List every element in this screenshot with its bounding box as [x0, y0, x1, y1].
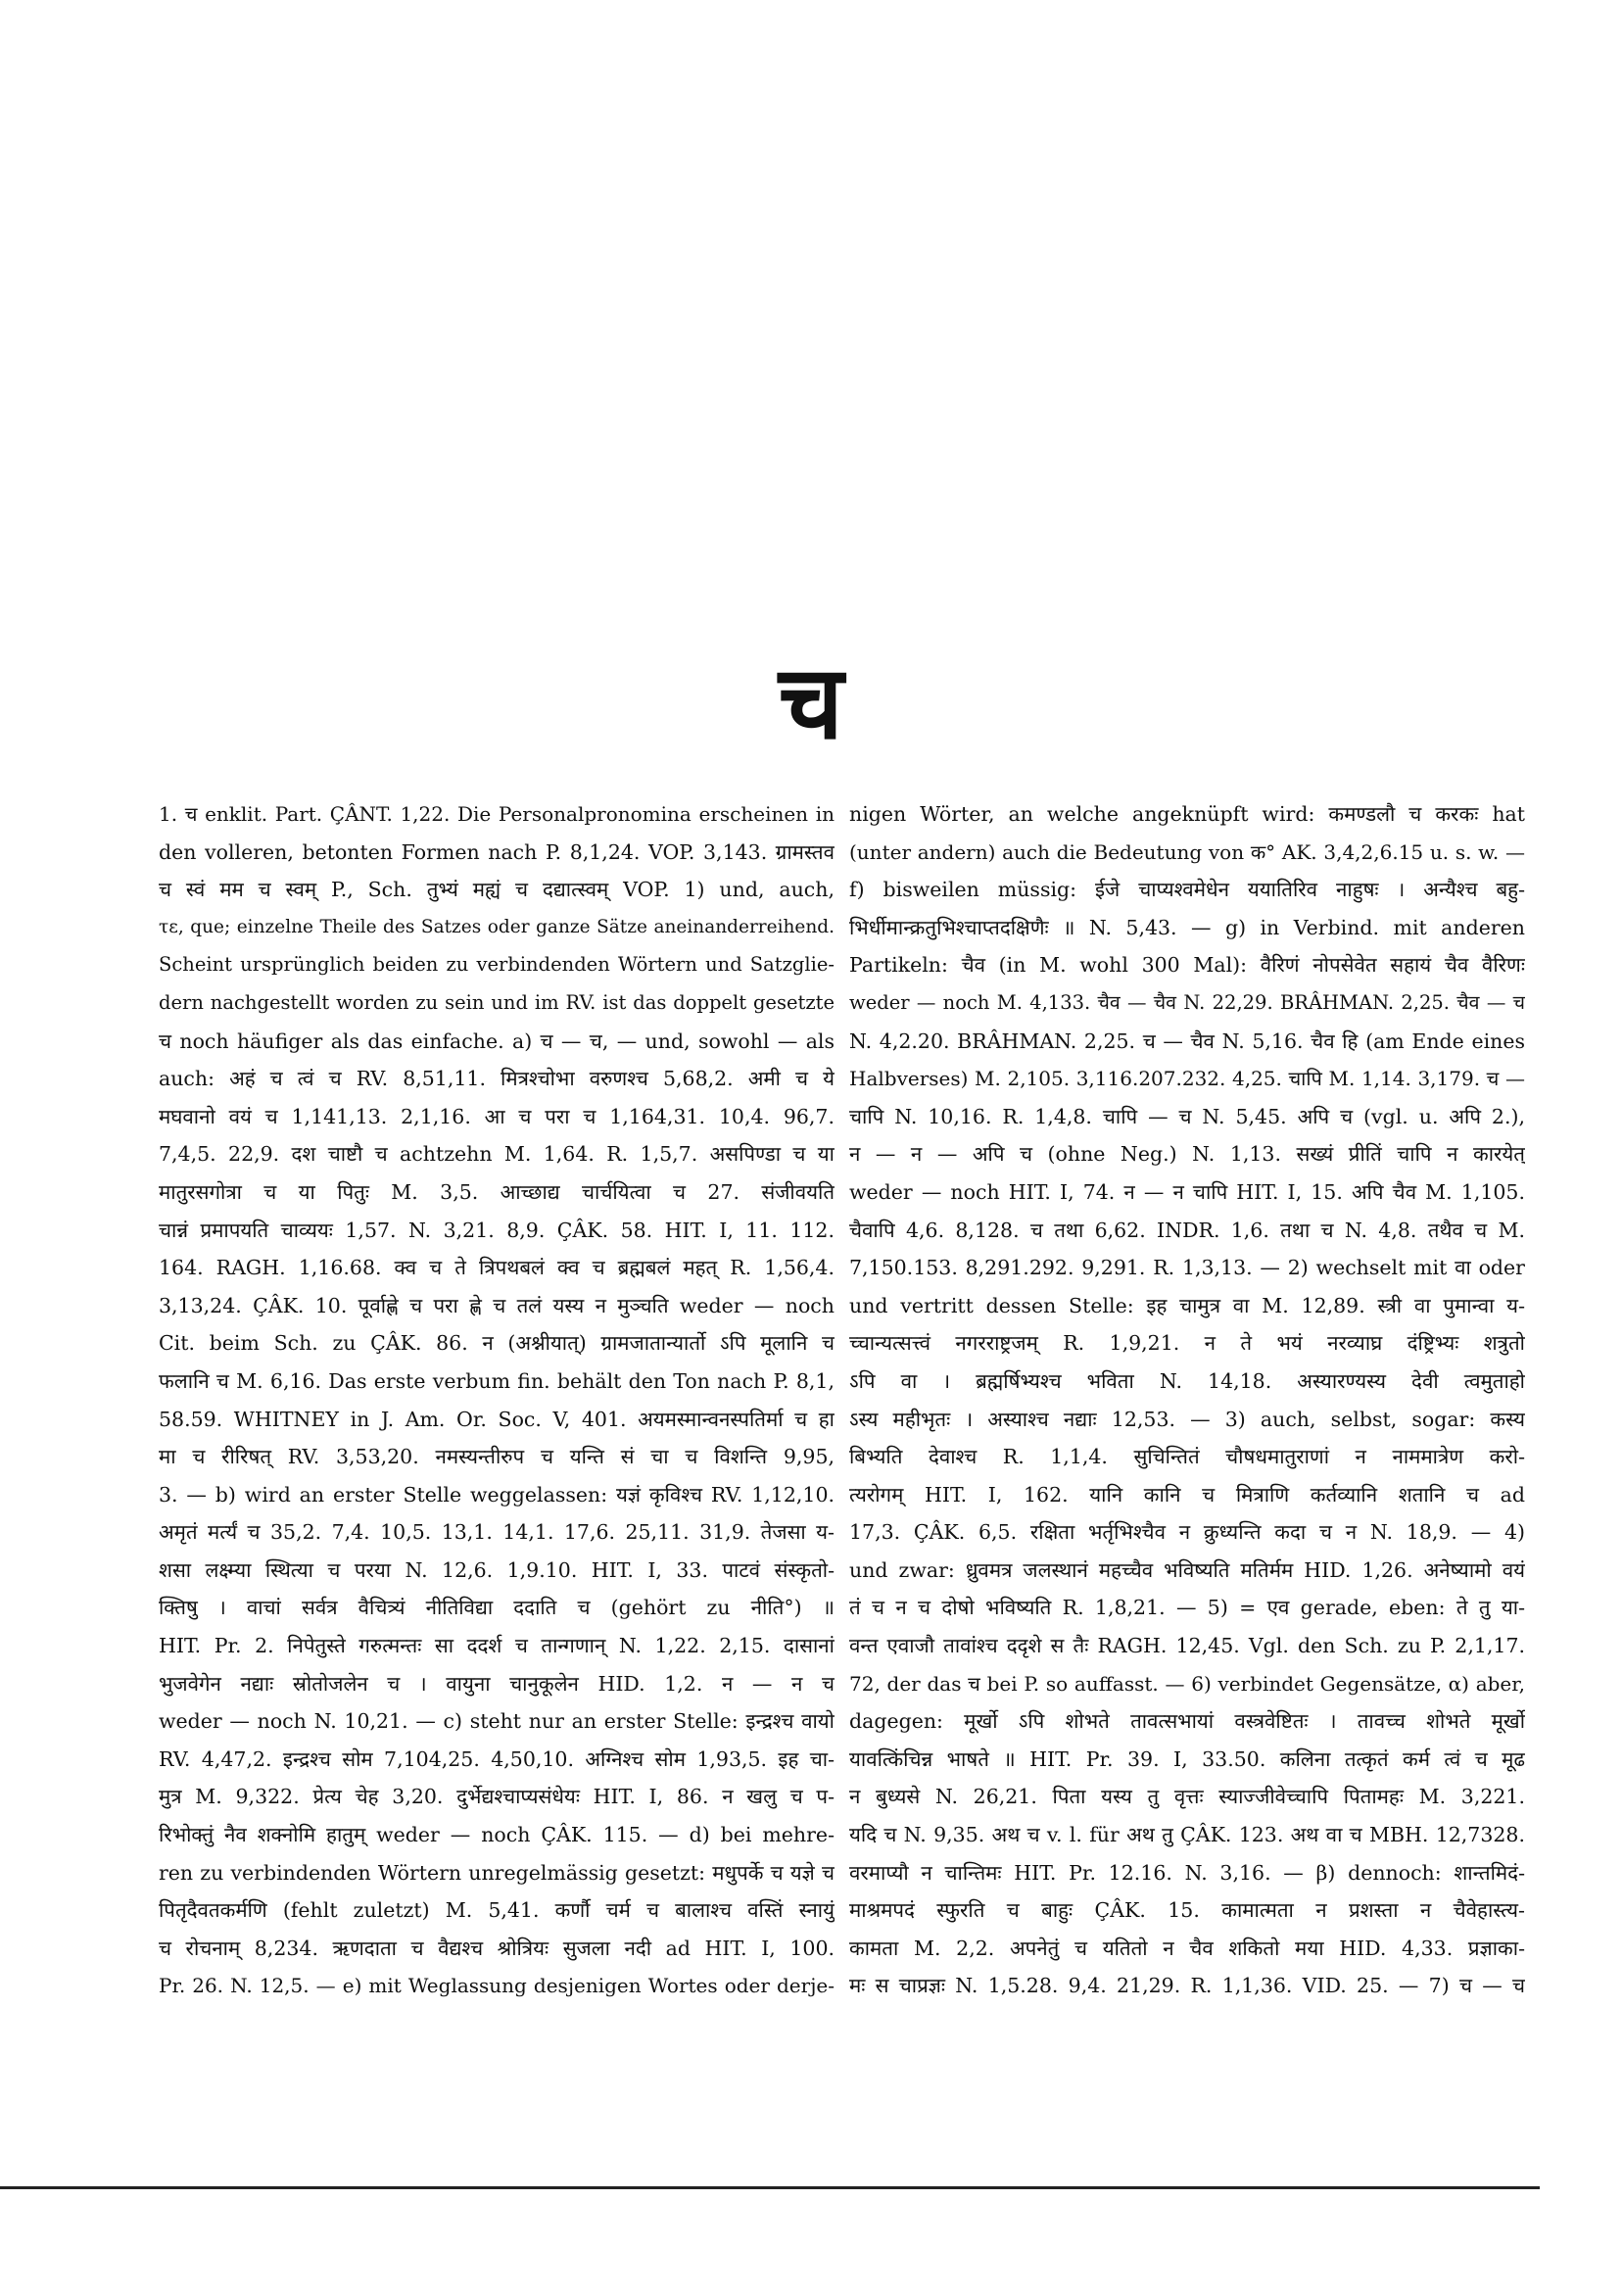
text-line: RV. 4,47,2. इन्द्रश्च सोम 7,104,25. 4,50,10. अग्निश्च सोम 1,93,5. इह चा- [159, 1746, 835, 1771]
text-line: und vertritt dessen Stelle: इह चामुत्र वा M. 12,89. स्त्री वा पुमान्वा य- [849, 1293, 1525, 1317]
text-line: Partikeln: चैव (in M. wohl 300 Mal): वैरिणं नोपसेवेत सहायं चैव वैरिणः [849, 953, 1525, 978]
text-line: च स्वं मम च स्वम् P., Sch. तुभ्यं मह्यं च दद्यात्स्वम् VOP. 1) und, auch, [159, 878, 835, 902]
text-line: f) bisweilen müssig: ईजे चाप्यश्वमेधेन ययातिरिव नाहुषः । अन्यैश्च बहु- [849, 878, 1525, 902]
text-line: Halbverses) M. 2,105. 3,116.207.232. 4,25. चापि M. 1,14. 3,179. च — [849, 1067, 1525, 1091]
text-line: Scheint ursprünglich beiden zu verbindenden Wörtern und Satzglie- [159, 953, 835, 977]
text-line: मातुरसगोत्रा च या पितुः M. 3,5. आच्छाद्य चार्चयित्वा च 27. संजीवयति [159, 1179, 835, 1204]
footer-rule [0, 2186, 1540, 2189]
text-line: मः स चाप्रज्ञः N. 1,5.28. 9,4. 21,29. R. 1,1,36. VID. 25. — 7) च — च [849, 1974, 1525, 1998]
text-line: ऽस्य महीभृतः । अस्याश्च नद्याः 12,53. — 3) auch, selbst, sogar: कस्य [849, 1407, 1525, 1431]
text-line: nigen Wörter, an welche angeknüpft wird: कमण्डलौ च करकः hat [849, 802, 1525, 826]
text-line: 58.59. WHITNEY in J. Am. Or. Soc. V, 401. अयमस्मान्वनस्पतिर्मा च हा [159, 1407, 835, 1431]
text-line: च रोचनाम् 8,234. ऋणदाता च वैद्यश्च श्रोत्रियः सुजला नदी ad HIT. I, 100. [159, 1936, 835, 1960]
text-line: माश्रमपदं स्फुरति च बाहुः ÇÂK. 15. कामात्मता न प्रशस्ता न चैवेहास्त्य- [849, 1898, 1525, 1923]
text-line: τε, que; einzelne Theile des Satzes oder ganze Sätze aneinanderreihend. [159, 916, 835, 937]
text-line: मघवानो वयं च 1,141,13. 2,1,16. आ च परा च 1,164,31. 10,4. 96,7. [159, 1104, 835, 1128]
text-line: चापि N. 10,16. R. 1,4,8. चापि — च N. 5,45. अपि च (vgl. u. अपि 2.), [849, 1104, 1525, 1128]
text-line: 164. RAGH. 1,16.68. क्व च ते त्रिपथबलं क्व च ब्रह्मबलं महत् R. 1,56,4. [159, 1256, 835, 1280]
text-line: तं च न च दोषो भविष्यति R. 1,8,21. — 5) = एव gerade, eben: ते तु या- [849, 1596, 1525, 1620]
text-line: भिर्धीमान्क्रतुभिश्चाप्तदक्षिणैः ॥ N. 5,43. — g) in Verbind. mit anderen [849, 915, 1525, 939]
text-line: चैवापि 4,6. 8,128. च तथा 6,62. INDR. 1,6. तथा च N. 4,8. तथैव च M. [849, 1218, 1525, 1242]
text-line: क्तिषु । वाचां सर्वत्र वैचित्र्यं नीतिविद्या ददाति च (gehört zu नीति°) ॥ [159, 1596, 835, 1620]
text-line: ऽपि वा । ब्रह्मर्षिभ्यश्च भविता N. 14,18. अस्यारण्यस्य देवी त्वमुताहो [849, 1368, 1525, 1393]
text-line: त्यरोगम् HIT. I, 162. यानि कानि च मित्राणि कर्तव्यानि शतानि च ad [849, 1482, 1525, 1507]
text-line: N. 4,2.20. BRÂHMAN. 2,25. च — चैव N. 5,16. चैव हि (am Ende eines [849, 1028, 1525, 1053]
text-line: रिभोक्तुं नैव शक्नोमि हातुम् weder — noch ÇÂK. 115. — d) bei mehre- [159, 1823, 835, 1847]
text-line: HIT. Pr. 2. निपेतुस्ते गरुत्मन्तः सा ददर्श च तान्गणान् N. 1,22. 2,15. दासानां [159, 1634, 835, 1658]
text-line: ren zu verbindenden Wörtern unregelmässig gesetzt: मधुपर्के च यज्ञे च [159, 1860, 835, 1885]
text-line: 7,150.153. 8,291.292. 9,291. R. 1,3,13. — 2) wechselt mit वा oder [849, 1256, 1525, 1280]
text-line: 3,13,24. ÇÂK. 10. पूर्वाह्णे च परा ह्णे च तलं यस्य न मुञ्चति weder — noch [159, 1293, 835, 1317]
text-line: भुजवेगेन नद्याः स्रोतोजलेन च । वायुना चानुकूलेन HID. 1,2. न — न च [159, 1671, 835, 1696]
text-line: den volleren, betonten Formen nach P. 8,1,24. VOP. 3,143. ग्रामस्तव [159, 839, 835, 864]
text-line: पितृदैवतकर्मणि (fehlt zuletzt) M. 5,41. कर्णौ चर्म च बालाश्च वस्तिं स्नायुं [159, 1898, 835, 1923]
text-line: 3. — b) wird an erster Stelle weggelassen: यज्ञं कृविश्च RV. 1,12,10. [159, 1482, 835, 1507]
text-line: weder — noch N. 10,21. — c) steht nur an erster Stelle: इन्द्रश्च वायो [159, 1709, 835, 1734]
text-line: मुत्र M. 9,322. प्रेत्य चेह 3,20. दुर्भेद्यश्चाप्यसंधेयः HIT. I, 86. न खलु च प- [159, 1785, 835, 1809]
text-line: auch: अहं च त्वं च RV. 8,51,11. मित्रश्चोभा वरुणश्च 5,68,2. अमी च ये [159, 1067, 835, 1091]
text-line: 17,3. ÇÂK. 6,5. रक्षिता भर्तृभिश्चैव न क्रुध्यन्ति कदा च न N. 18,9. — 4) [849, 1520, 1525, 1545]
text-line: बिभ्यति देवाश्च R. 1,1,4. सुचिन्तितं चौषधमातुराणां न नाममात्रेण करो- [849, 1445, 1525, 1469]
right-column [849, 795, 1525, 2005]
text-line: न बुध्यसे N. 26,21. पिता यस्य तु वृत्तः स्याज्जीवेच्चापि पितामहः M. 3,221. [849, 1785, 1525, 1809]
text-line: चान्नं प्रमापयति चाव्ययः 1,57. N. 3,21. 8,9. ÇÂK. 58. HIT. I, 11. 112. [159, 1218, 835, 1242]
text-line: weder — noch HIT. I, 74. न — न चापि HIT. I, 15. अपि चैव M. 1,105. [849, 1179, 1525, 1204]
text-line: वरमाप्यौ न चान्तिमः HIT. Pr. 12.16. N. 3,16. — β) dennoch: शान्तमिदं- [849, 1860, 1525, 1885]
text-line: 1. च enklit. Part. ÇÂNT. 1,22. Die Personalpronomina erscheinen in [159, 802, 835, 826]
text-line: न — न — अपि च (ohne Neg.) N. 1,13. सख्यं प्रीतिं चापि न कारयेत् [849, 1142, 1525, 1167]
text-line: und zwar: ध्रुवमत्र जलस्थानं महच्चैव भविष्यति मतिर्मम HID. 1,26. अनेष्यामो वयं [849, 1557, 1525, 1582]
left-column [159, 795, 835, 2005]
text-line: Cit. beim Sch. zu ÇÂK. 86. न (अश्नीयात्) ग्रामजातान्यार्तो ऽपि मूलानि च [159, 1331, 835, 1356]
text-line: dagegen: मूर्खो ऽपि शोभते तावत्सभायां वस्त्रवेष्टितः । तावच्च शोभते मूर्खो [849, 1709, 1525, 1734]
text-line: 7,4,5. 22,9. दश चाष्टौ च achtzehn M. 1,64. R. 1,5,7. असपिण्डा च या [159, 1142, 835, 1167]
text-line: यावत्किंचिन्न भाषते ॥ HIT. Pr. 39. I, 33.50. कलिना तत्कृतं कर्म त्वं च मूढ [849, 1746, 1525, 1771]
text-line: वन्त एवाजौ तावांश्च ददृशे स तैः RAGH. 12,45. Vgl. den Sch. zu P. 2,1,17. [849, 1634, 1525, 1658]
text-line: अमृतं मर्त्यं च 35,2. 7,4. 10,5. 13,1. 14,1. 17,6. 25,11. 31,9. तेजसा य- [159, 1520, 835, 1545]
text-line: फलानि च M. 6,16. Das erste verbum fin. behält den Ton nach P. 8,1, [159, 1368, 835, 1393]
headword: च [778, 642, 844, 762]
text-line: मा च रीरिषत् RV. 3,53,20. नमस्यन्तीरुप च यन्ति सं चा च विशन्ति 9,95, [159, 1445, 835, 1469]
text-line: कामता M. 2,2. अपनेतुं च यतितो न चैव शकितो मया HID. 4,33. प्रज्ञाका- [849, 1936, 1525, 1960]
text-line: यदि च N. 9,35. अथ च v. l. für अथ तु ÇÂK. 123. अथ वा च MBH. 12,7328. [849, 1823, 1525, 1847]
text-line: च्चान्यत्सत्त्वं नगरराष्ट्रजम् R. 1,9,21. न ते भयं नरव्याघ्र दंष्ट्रिभ्यः शत्रुतो [849, 1331, 1525, 1356]
text-line: शसा लक्ष्म्या स्थित्या च परया N. 12,6. 1,9.10. HIT. I, 33. पाटवं संस्कृतो- [159, 1557, 835, 1582]
text-line: dern nachgestellt worden zu sein und im RV. ist das doppelt gesetzte [159, 990, 835, 1014]
text-line: 72, der das च bei P. so auffasst. — 6) verbindet Gegensätze, α) aber, [849, 1671, 1525, 1696]
text-line: च noch häufiger als das einfache. a) च — च, — und, sowohl — als [159, 1028, 835, 1053]
text-line: Pr. 26. N. 12,5. — e) mit Weglassung desjenigen Wortes oder derje- [159, 1974, 835, 1998]
text-line: weder — noch M. 4,133. चैव — चैव N. 22,29. BRÂHMAN. 2,25. चैव — च [849, 990, 1525, 1014]
text-line: (unter andern) auch die Bedeutung von क° AK. 3,4,2,6.15 u. s. w. — [849, 839, 1525, 864]
